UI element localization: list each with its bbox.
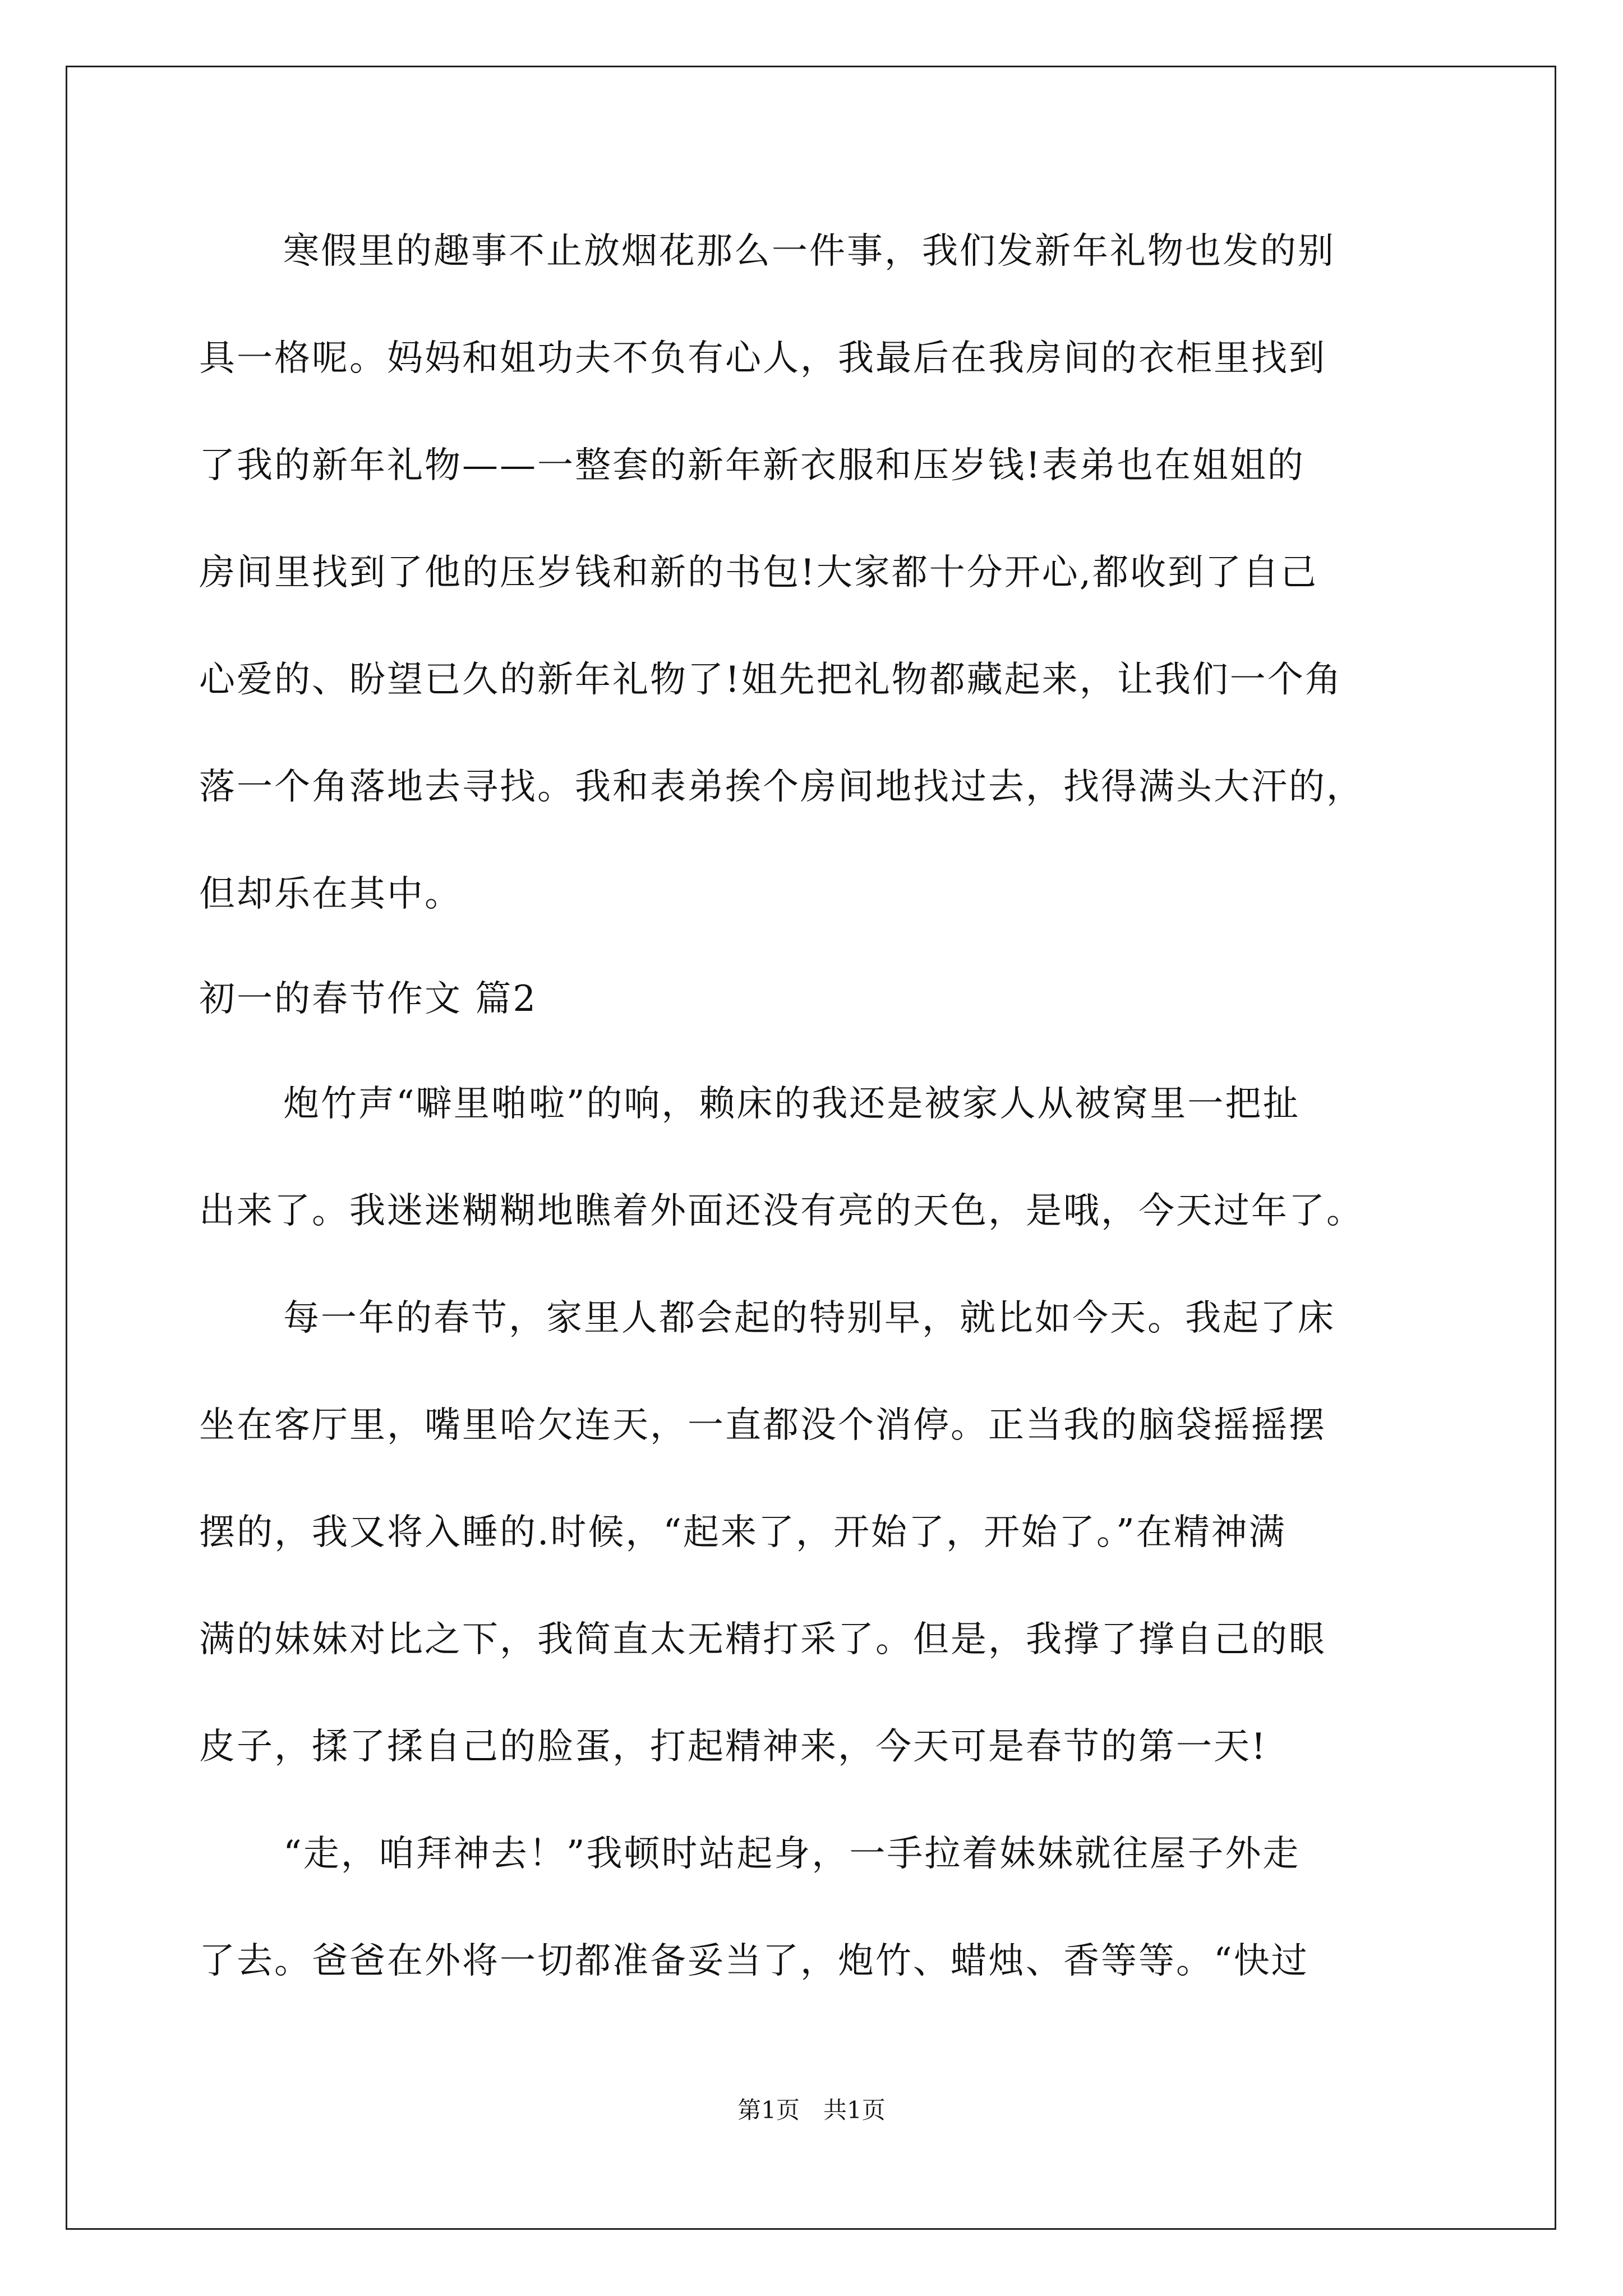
paragraph-line: 心爱的、盼望已久的新年礼物了!姐先把礼物都藏起来，让我们一个角 <box>199 659 1343 701</box>
section-heading: 初一的春节作文 篇2 <box>199 978 538 1020</box>
paragraph-line: 坐在客厅里，嘴里哈欠连天，一直都没个消停。正当我的脑袋摇摇摆 <box>199 1405 1326 1446</box>
paragraph-line: 具一格呢。妈妈和姐功夫不负有心人，我最后在我房间的衣柜里找到 <box>199 338 1326 379</box>
paragraph-line: 每一年的春节，家里人都会起的特别早，就比如今天。我起了床 <box>283 1297 1335 1339</box>
paragraph-line: 寒假里的趣事不止放烟花那么一件事，我们发新年礼物也发的别 <box>283 231 1335 272</box>
page-footer: 第1页 共1页 <box>737 2096 886 2124</box>
paragraph-line: 了我的新年礼物——一整套的新年新衣服和压岁钱!表弟也在姐姐的 <box>199 445 1305 486</box>
paragraph-line: 出来了。我迷迷糊糊地瞧着外面还没有亮的天色，是哦，今天过年了。 <box>199 1190 1364 1232</box>
paragraph-line: 房间里找到了他的压岁钱和新的书包!大家都十分开心,都收到了自己 <box>199 552 1318 593</box>
paragraph-line: “走，咱拜神去！”我顿时站起身，一手拉着妹妹就往屋子外走 <box>283 1833 1301 1875</box>
paragraph-line: 炮竹声“噼里啪啦”的响，赖床的我还是被家人从被窝里一把扯 <box>283 1083 1301 1125</box>
paragraph-line: 摆的，我又将入睡的.时候，“起来了，开始了，开始了。”在精神满 <box>199 1512 1287 1553</box>
page-border <box>66 66 1556 2230</box>
paragraph-line: 落一个角落地去寻找。我和表弟挨个房间地找过去，找得满头大汗的， <box>199 766 1364 808</box>
paragraph-line: 皮子，揉了揉自己的脸蛋，打起精神来，今天可是春节的第一天! <box>199 1726 1267 1768</box>
paragraph-line: 但却乐在其中。 <box>199 873 462 915</box>
paragraph-line: 满的妹妹对比之下，我简直太无精打采了。但是，我撑了撑自己的眼 <box>199 1619 1326 1660</box>
paragraph-line: 了去。爸爸在外将一切都准备妥当了，炮竹、蜡烛、香等等。“快过 <box>199 1940 1309 1982</box>
